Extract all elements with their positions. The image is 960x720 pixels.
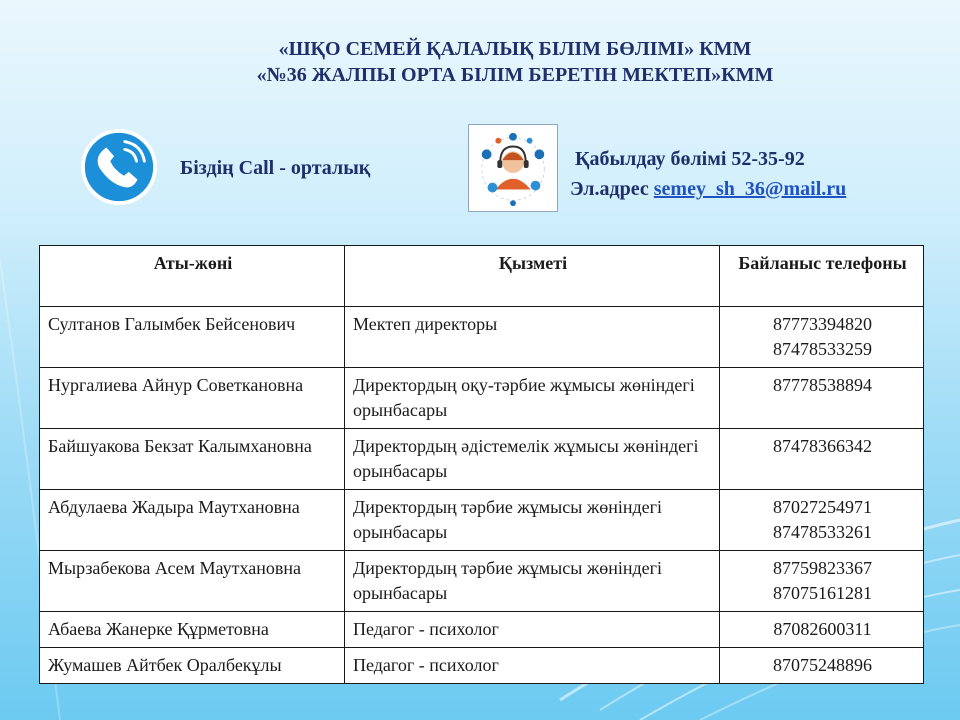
staff-contacts-table — [39, 245, 924, 684]
header-phone: Байланыс телефоны — [720, 246, 924, 307]
table-row — [40, 612, 924, 648]
row-phones — [720, 307, 924, 368]
row-position: Педагог - психолог — [345, 612, 720, 648]
row-name: Султанов Галымбек Бейсенович — [40, 307, 345, 368]
contact-info — [570, 144, 915, 204]
email-line — [570, 174, 915, 204]
row-position: Директордың тәрбие жұмысы жөніндегі орынбасары — [345, 490, 720, 551]
table-row — [40, 307, 924, 368]
row-name: Жумашев Айтбек Оралбекұлы — [40, 648, 345, 684]
table-row — [40, 368, 924, 429]
table-row — [40, 551, 924, 612]
table-row — [40, 648, 924, 684]
row-phones — [720, 368, 924, 429]
row-phones — [720, 612, 924, 648]
row-position: Директордың тәрбие жұмысы жөніндегі орынбасары — [345, 551, 720, 612]
row-phones — [720, 429, 924, 490]
table-row — [40, 429, 924, 490]
table-header-row — [40, 246, 924, 307]
phone-icon — [80, 128, 158, 206]
phone-number: 87075161281 — [773, 583, 872, 603]
header-name: Аты-жөні — [40, 246, 345, 307]
title-line-2: «№36 ЖАЛПЫ ОРТА БІЛІМ БЕРЕТІН МЕКТЕП»КММ — [256, 64, 774, 86]
row-position: Директордың оқу-тәрбие жұмысы жөніндегі орынбасары — [345, 368, 720, 429]
phone-number: 87773394820 — [773, 314, 872, 334]
row-name: Нургалиева Айнур Советкановна — [40, 368, 345, 429]
phone-number: 87759823367 — [773, 558, 872, 578]
phone-number: 87027254971 — [773, 497, 872, 517]
title-line-1: «ШҚО СЕМЕЙ ҚАЛАЛЫҚ БІЛІМ БӨЛІМІ» КММ — [278, 38, 752, 60]
page-title — [0, 36, 960, 88]
row-phones — [720, 490, 924, 551]
table-row — [40, 490, 924, 551]
row-phones — [720, 551, 924, 612]
row-position: Педагог - психолог — [345, 648, 720, 684]
phone-number: 87075248896 — [773, 655, 872, 675]
phone-number: 87082600311 — [773, 619, 872, 639]
row-position: Директордың әдістемелік жұмысы жөніндегі орынбасары — [345, 429, 720, 490]
row-name: Мырзабекова Асем Маутхановна — [40, 551, 345, 612]
phone-number: 87478366342 — [773, 436, 872, 456]
email-label: Эл.адрес — [570, 178, 649, 200]
call-operator-icon — [468, 124, 558, 212]
row-position: Мектеп директоры — [345, 307, 720, 368]
row-name: Абаева Жанерке Құрметовна — [40, 612, 345, 648]
phone-number: 87478533261 — [773, 522, 872, 542]
row-name: Байшуакова Бекзат Калымхановна — [40, 429, 345, 490]
reception-phone: Қабылдау бөлімі 52-35-92 — [575, 148, 805, 170]
phone-number: 87478533259 — [773, 339, 872, 359]
header-position: Қызметі — [345, 246, 720, 307]
phone-number: 87778538894 — [773, 375, 872, 395]
call-center-label: Біздің Call - орталық — [180, 157, 371, 179]
row-phones — [720, 648, 924, 684]
row-name: Абдулаева Жадыра Маутхановна — [40, 490, 345, 551]
email-link[interactable]: semey_sh_36@mail.ru — [653, 178, 847, 200]
